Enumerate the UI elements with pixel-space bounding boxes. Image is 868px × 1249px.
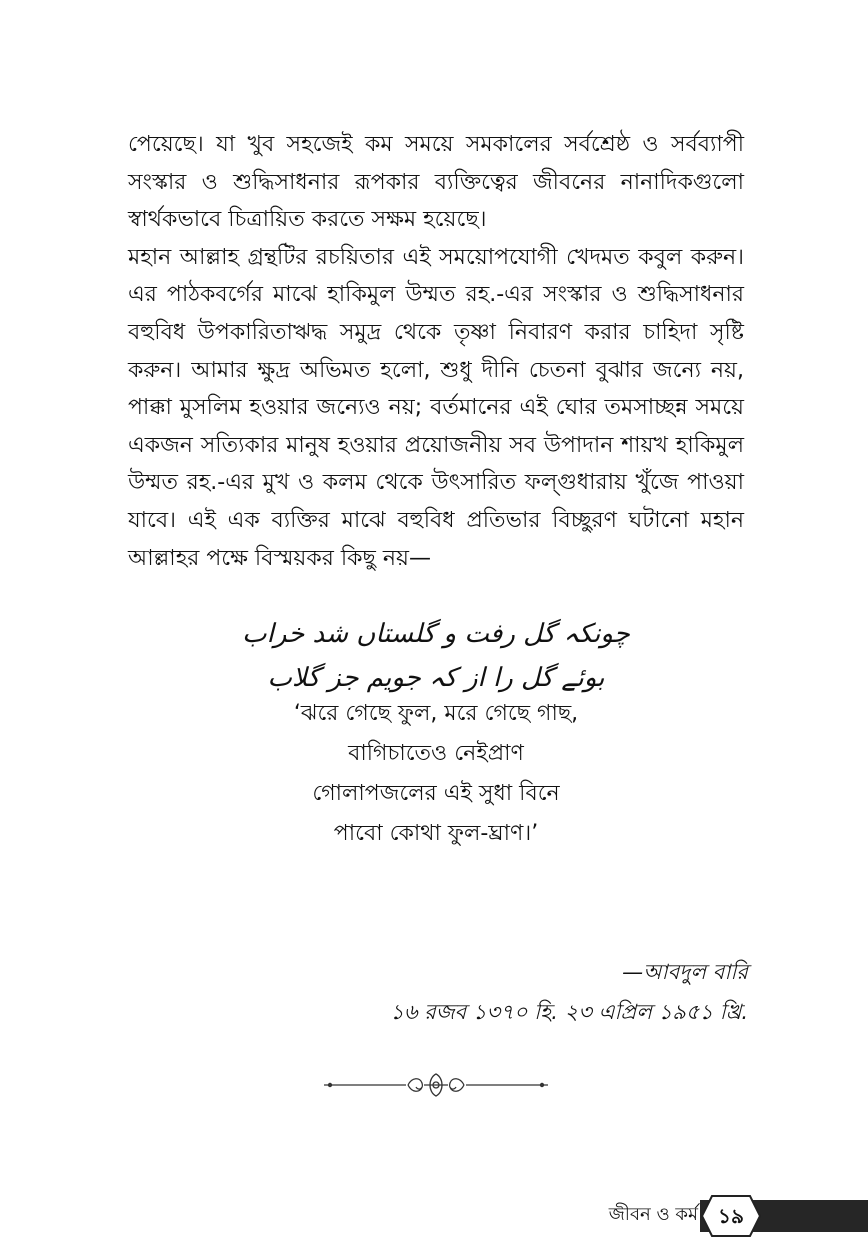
- verse-line-3: গোলাপজলের এই সুধা বিনে: [312, 781, 560, 806]
- footer-book-title: জীবন ও কর্ম: [608, 1204, 698, 1225]
- verse-line-2: বাগিচাতেও নেইপ্রাণ: [348, 741, 524, 766]
- paragraph-2: মহান আল্লাহ গ্রন্থটির রচয়িতার এই সময়োপযোগী খেদমত কবুল করুন। এর পাঠকবর্গের মাঝে হাকিমুল উম্মত রহ.-এর সংস্কার ও শুদ্ধিসাধনার বহুবিধ উপকারিতাঋদ্ধ সমুদ্র থেকে তৃষ্ণা নিবারণ করার চাহিদা সৃষ্টি করুন। আমার ক্ষুদ্র অভিমত হলো, শুধু দীনি চেতনা বুঝার জন্যে নয়, পাক্কা মুসলিম হওয়ার জন্যেও নয়; বর্তমানের এই ঘোর তমসাচ্ছন্ন সময়ে একজন সত্যিকার মানুষ হওয়ার প্রয়োজনীয় সব উপাদান শায়খ হাকিমুল উম্মত রহ.-এর মুখ ও কলম থেকে উৎসারিত ফল্গুধারায় খুঁজে পাওয়া যাবে। এই এক ব্যক্তির মাঝে বহুবিধ প্রতিভার বিচ্ছুরণ ঘটানো মহান আল্লাহর পক্ষে বিস্ময়কর কিছু নয়—: [128, 244, 744, 571]
- page-number: ১৯: [718, 1204, 744, 1228]
- divider-ornament-icon: [324, 1070, 548, 1100]
- urdu-line-1: چونکہ گل رفت و گلستاں شد خراب: [242, 619, 630, 649]
- verse-line-1: ‘ঝরে গেছে ফুল, মরে গেছে গাছ,: [293, 701, 579, 726]
- urdu-couplet: [228, 612, 644, 700]
- urdu-line-2: بوئے گل را از کہ جویم جز گلاب: [267, 663, 605, 693]
- bangla-verse: [228, 694, 644, 854]
- signature-author: —আবদুল বারি: [622, 960, 748, 984]
- signature-date: ১৬ রজব ১৩৭০ হি. ২৩ এপ্রিল ১৯৫১ খ্রি.: [390, 1000, 748, 1024]
- paragraph-1: পেয়েছে। যা খুব সহজেই কম সময়ে সমকালের সর্বশ্রেষ্ঠ ও সর্বব্যাপী সংস্কার ও শুদ্ধিসাধনার রূপকার ব্যক্তিত্বের জীবনের নানাদিকগুলো স্বার্থকভাবে চিত্রায়িত করতে সক্ষম হয়েছে।: [128, 132, 744, 233]
- verse-line-4: পাবো কোথা ফুল-ঘ্রাণ।’: [333, 821, 539, 846]
- body-text: [128, 126, 744, 577]
- signature-block: [390, 952, 748, 1032]
